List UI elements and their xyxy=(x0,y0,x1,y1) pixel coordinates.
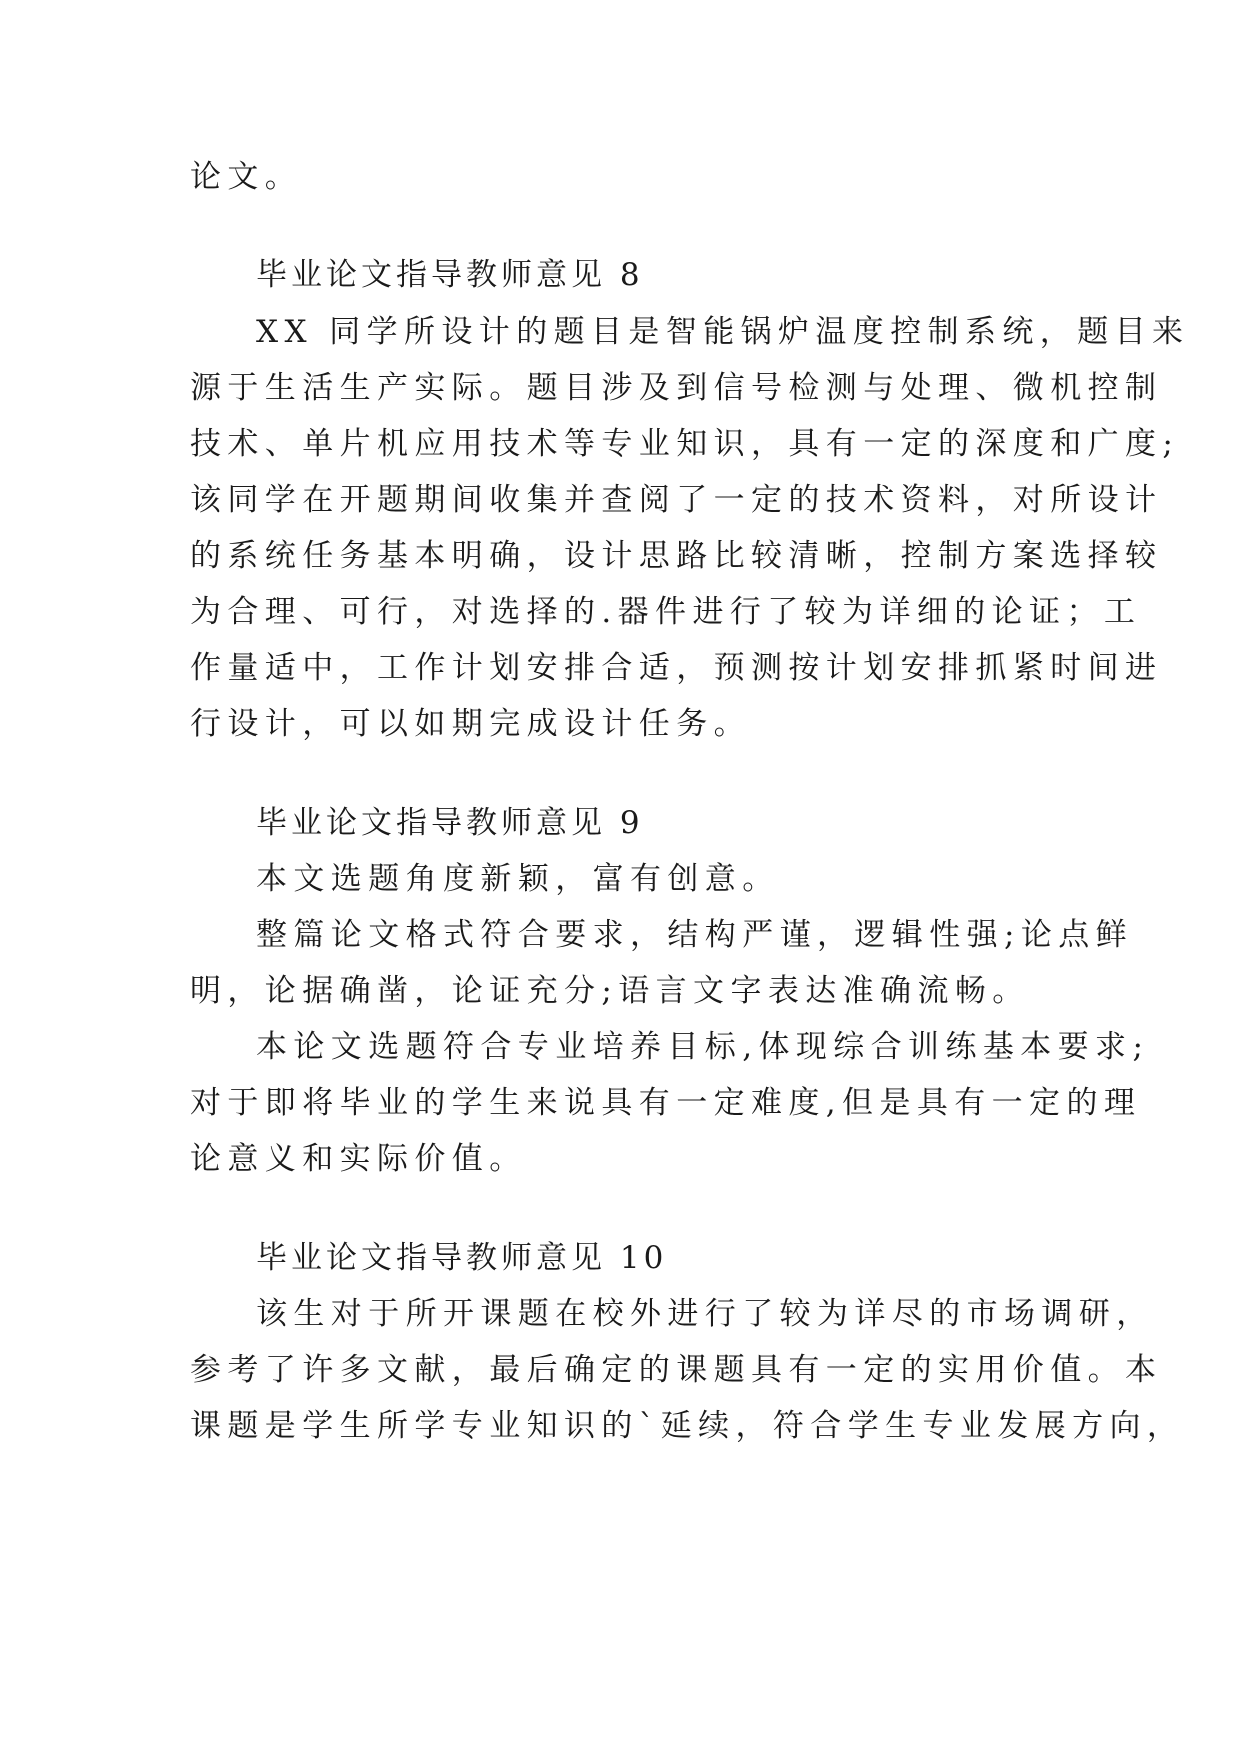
section-heading-8: 毕业论文指导教师意见 8 xyxy=(256,257,644,293)
paragraph-line: 该生对于所开课题在校外进行了较为详尽的市场调研， xyxy=(256,1296,1154,1332)
paragraph-line: 作量适中，工作计划安排合适，预测按计划安排抓紧时间进 xyxy=(190,650,1163,686)
paragraph-line: 对于即将毕业的学生来说具有一定难度,但是具有一定的理 xyxy=(190,1085,1142,1121)
paragraph-line: 明，论据确凿，论证充分;语言文字表达准确流畅。 xyxy=(190,973,1030,1009)
paragraph-line: 行设计，可以如期完成设计任务。 xyxy=(190,706,751,742)
paragraph-line: 论文。 xyxy=(190,159,303,195)
paragraph-line: 技术、单片机应用技术等专业知识，具有一定的深度和广度; xyxy=(190,426,1180,462)
paragraph-line: 论意义和实际价值。 xyxy=(190,1141,527,1177)
paragraph-line: 本文选题角度新颖，富有创意。 xyxy=(256,861,780,897)
paragraph-line: 整篇论文格式符合要求，结构严谨，逻辑性强;论点鲜 xyxy=(256,917,1134,953)
paragraph-line: XX 同学所设计的题目是智能锅炉温度控制系统，题目来 xyxy=(256,314,1190,350)
paragraph-line: 课题是学生所学专业知识的`延续，符合学生专业发展方向， xyxy=(190,1408,1185,1444)
section-heading-9: 毕业论文指导教师意见 9 xyxy=(256,805,644,841)
paragraph-line: 为合理、可行，对选择的.器件进行了较为详细的论证；工 xyxy=(190,594,1142,630)
paragraph-line: 源于生活生产实际。题目涉及到信号检测与处理、微机控制 xyxy=(190,370,1163,406)
paragraph-line: 的系统任务基本明确，设计思路比较清晰，控制方案选择较 xyxy=(190,538,1163,574)
section-heading-10: 毕业论文指导教师意见 10 xyxy=(256,1240,668,1276)
paragraph-line: 本论文选题符合专业培养目标,体现综合训练基本要求; xyxy=(256,1029,1150,1065)
paragraph-line: 该同学在开题期间收集并查阅了一定的技术资料，对所设计 xyxy=(190,482,1163,518)
paragraph-line: 参考了许多文献，最后确定的课题具有一定的实用价值。本 xyxy=(190,1352,1163,1388)
